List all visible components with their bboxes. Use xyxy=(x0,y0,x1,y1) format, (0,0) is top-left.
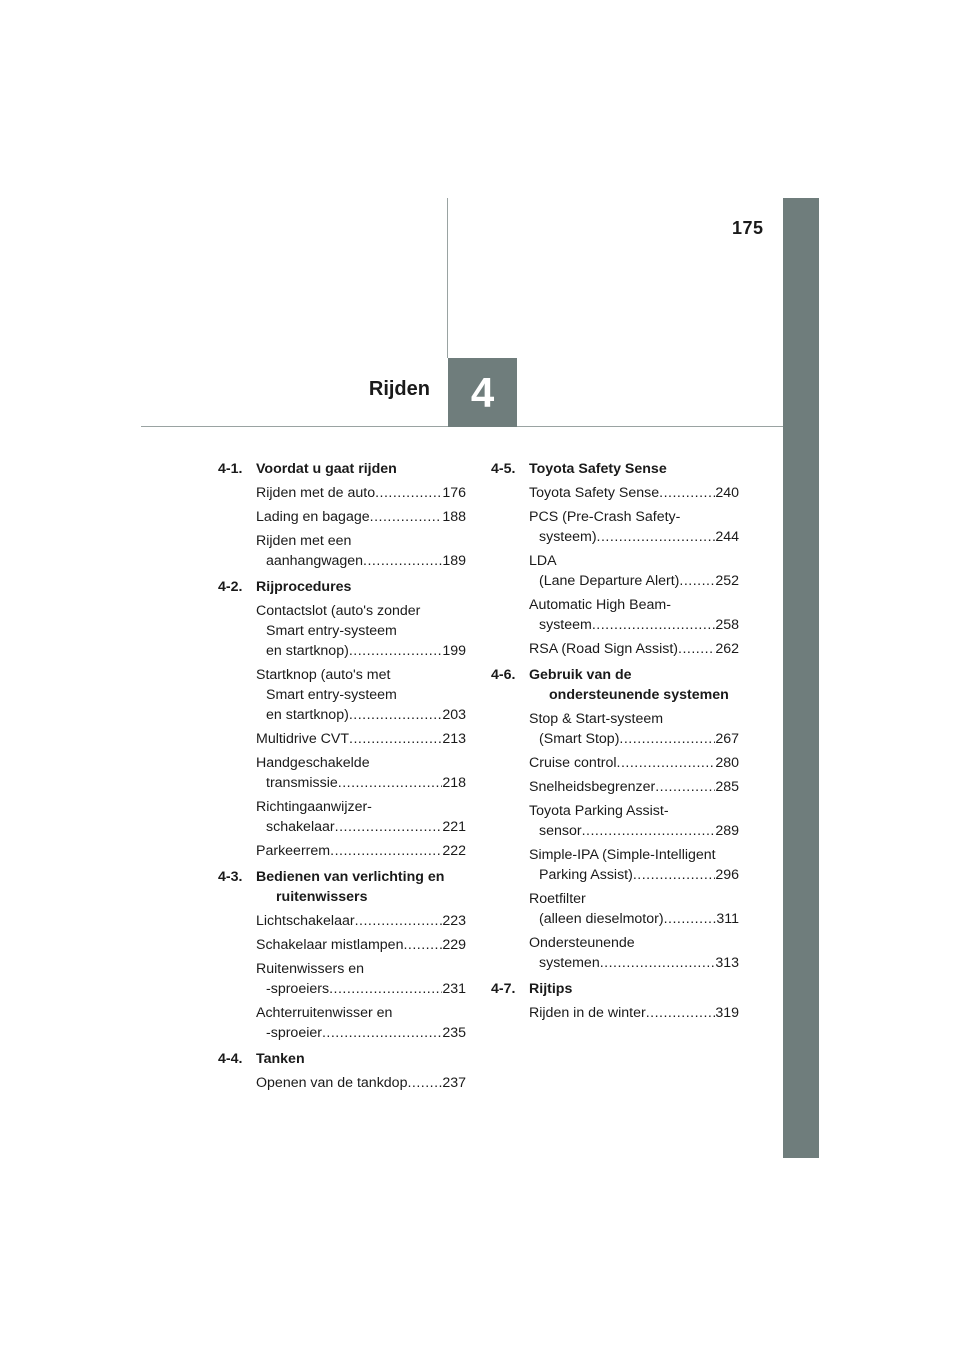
toc-entry[interactable] xyxy=(529,845,739,885)
entry-text-line: LDA xyxy=(529,553,557,569)
toc-entry[interactable] xyxy=(529,933,739,973)
toc-entry[interactable] xyxy=(529,639,739,659)
dot-leader xyxy=(403,935,442,955)
dot-leader xyxy=(664,909,717,929)
section-title xyxy=(256,1049,466,1069)
entry-page-number: 222 xyxy=(442,843,466,859)
entry-text-line: Smart entry-systeem xyxy=(266,623,397,639)
dot-leader xyxy=(363,551,442,571)
entry-last-line xyxy=(529,1003,739,1023)
toc-entry[interactable] xyxy=(256,531,466,571)
entry-text-line: -sproeier xyxy=(266,1025,322,1041)
section-title xyxy=(256,459,466,479)
entry-page-number: 285 xyxy=(715,779,739,795)
entry-page-number: 188 xyxy=(442,509,466,525)
dot-leader xyxy=(600,953,716,973)
entry-last-line xyxy=(529,483,739,503)
entry-text-line: Toyota Parking Assist- xyxy=(529,803,669,819)
entry-page-number: 237 xyxy=(442,1075,466,1091)
toc-entry[interactable] xyxy=(529,507,739,547)
section-number: 4-7. xyxy=(491,981,516,997)
toc-entry[interactable] xyxy=(256,959,466,999)
dot-leader xyxy=(335,817,443,837)
toc-entry[interactable] xyxy=(256,911,466,931)
entry-page-number: 221 xyxy=(442,819,466,835)
toc-entry[interactable] xyxy=(256,1073,466,1093)
entry-text-line: Rijden in de winter xyxy=(529,1005,646,1021)
section-number: 4-1. xyxy=(218,461,243,477)
section-number: 4-2. xyxy=(218,579,243,595)
entry-last-line xyxy=(256,773,466,793)
section-number: 4-5. xyxy=(491,461,516,477)
entry-text-line: transmissie xyxy=(266,775,338,791)
entry-page-number: 213 xyxy=(442,731,466,747)
toc-column-left xyxy=(218,459,466,1099)
entry-last-line xyxy=(256,551,466,571)
section-title-line: ondersteunende systemen xyxy=(549,687,729,703)
entry-text-line: Parkeerrem xyxy=(256,843,331,859)
entry-text-line: Smart entry-systeem xyxy=(266,687,397,703)
entry-text-line: RSA (Road Sign Assist) xyxy=(529,641,679,657)
dot-leader xyxy=(633,865,716,885)
toc-section xyxy=(218,459,466,571)
toc-section xyxy=(491,665,739,973)
entry-last-line xyxy=(529,639,739,659)
entry-text-line: Parking Assist) xyxy=(539,867,633,883)
entry-page-number: 218 xyxy=(442,775,466,791)
dot-leader xyxy=(349,729,442,749)
dot-leader xyxy=(678,639,715,659)
dot-leader xyxy=(592,615,716,635)
toc-entry[interactable] xyxy=(529,709,739,749)
entry-last-line xyxy=(256,507,466,527)
entry-page-number: 311 xyxy=(716,911,739,927)
entry-last-line xyxy=(256,817,466,837)
toc-column-right xyxy=(491,459,739,1029)
entry-text-line: Multidrive CVT xyxy=(256,731,350,747)
section-title-line: Bedienen van verlichting en xyxy=(256,869,445,885)
section-heading xyxy=(491,979,739,999)
entry-last-line xyxy=(256,911,466,931)
entry-text-line: systemen xyxy=(539,955,600,971)
section-title-line: Tanken xyxy=(256,1051,305,1067)
entry-text-line: Simple-IPA (Simple-Intelligent xyxy=(529,847,716,863)
entry-text-line: systeem xyxy=(539,617,592,633)
dot-leader xyxy=(329,979,442,999)
entry-page-number: 258 xyxy=(715,617,739,633)
entry-text-line: en startknop) xyxy=(266,643,349,659)
toc-entry[interactable] xyxy=(256,729,466,749)
entry-text-line: Achterruitenwisser en xyxy=(256,1005,393,1021)
entry-page-number: 244 xyxy=(715,529,739,545)
entry-last-line xyxy=(529,953,739,973)
entry-page-number: 176 xyxy=(442,485,466,501)
toc-entry[interactable] xyxy=(256,483,466,503)
section-number: 4-4. xyxy=(218,1051,243,1067)
section-title-line: Voordat u gaat rijden xyxy=(256,461,397,477)
dot-leader xyxy=(322,1023,442,1043)
entry-text-line: Roetfilter xyxy=(529,891,586,907)
chapter-title: Rijden xyxy=(368,378,430,400)
dot-leader xyxy=(407,1073,442,1093)
dot-leader xyxy=(349,705,443,725)
entry-page-number: 280 xyxy=(715,755,739,771)
dot-leader xyxy=(646,1003,716,1023)
toc-entry[interactable] xyxy=(256,935,466,955)
entry-text-line: Openen van de tankdop xyxy=(256,1075,408,1091)
dot-leader xyxy=(370,507,443,527)
header-vertical-rule xyxy=(447,198,448,358)
dot-leader xyxy=(349,641,443,661)
dot-leader xyxy=(330,841,442,861)
entry-text-line: PCS (Pre-Crash Safety- xyxy=(529,509,681,525)
section-title xyxy=(529,665,739,705)
entry-last-line xyxy=(529,909,739,929)
entry-text-line: Startknop (auto's met xyxy=(256,667,391,683)
toc-entry[interactable] xyxy=(529,1003,739,1023)
entry-last-line xyxy=(529,571,739,591)
entry-last-line xyxy=(256,729,466,749)
section-number: 4-6. xyxy=(491,667,516,683)
entry-page-number: 231 xyxy=(442,981,466,997)
entry-page-number: 252 xyxy=(715,573,739,589)
entry-page-number: 319 xyxy=(715,1005,739,1021)
section-title-line: Rijtips xyxy=(529,981,573,997)
chapter-number-box xyxy=(448,358,517,427)
entry-text-line: Lichtschakelaar xyxy=(256,913,355,929)
toc-entry[interactable] xyxy=(256,797,466,837)
entry-last-line xyxy=(256,705,466,725)
entry-last-line xyxy=(529,777,739,797)
dot-leader xyxy=(679,571,715,591)
section-heading xyxy=(491,665,739,705)
section-title-line: ruitenwissers xyxy=(276,889,368,905)
toc-entry[interactable] xyxy=(529,889,739,929)
entry-text-line: Handgeschakelde xyxy=(256,755,370,771)
entry-last-line xyxy=(529,527,739,547)
section-heading xyxy=(218,867,466,907)
section-title-line: Rijprocedures xyxy=(256,579,352,595)
chapter-tab-strip xyxy=(783,198,819,1158)
entry-text-line: Toyota Safety Sense xyxy=(529,485,660,501)
toc-entry[interactable] xyxy=(256,1003,466,1043)
toc-entry[interactable] xyxy=(529,595,739,635)
entry-text-line: Contactslot (auto's zonder xyxy=(256,603,421,619)
section-title-line: Gebruik van de xyxy=(529,667,632,683)
entry-last-line xyxy=(256,841,466,861)
entry-text-line: Schakelaar mistlampen xyxy=(256,937,404,953)
toc-section xyxy=(218,867,466,1043)
entry-text-line: Rijden met de auto xyxy=(256,485,376,501)
entry-page-number: 267 xyxy=(715,731,739,747)
toc-section xyxy=(491,459,739,659)
section-title xyxy=(529,979,739,999)
entry-text-line: systeem) xyxy=(539,529,597,545)
entry-page-number: 289 xyxy=(715,823,739,839)
entry-page-number: 203 xyxy=(442,707,466,723)
entry-text-line: Rijden met een xyxy=(256,533,352,549)
entry-text-line: aanhangwagen xyxy=(266,553,364,569)
toc-entry[interactable] xyxy=(529,483,739,503)
toc-entry[interactable] xyxy=(529,753,739,773)
section-heading xyxy=(218,577,466,597)
entry-page-number: 262 xyxy=(715,641,739,657)
entry-page-number: 313 xyxy=(715,955,739,971)
dot-leader xyxy=(375,483,442,503)
entry-page-number: 240 xyxy=(715,485,739,501)
toc-entry[interactable] xyxy=(256,841,466,861)
entry-last-line xyxy=(256,483,466,503)
section-title xyxy=(256,577,466,597)
toc-entry[interactable] xyxy=(529,777,739,797)
toc-entry[interactable] xyxy=(256,753,466,793)
toc-section xyxy=(218,1049,466,1093)
entry-page-number: 189 xyxy=(442,553,466,569)
section-title xyxy=(529,459,739,479)
entry-text-line: (alleen dieselmotor) xyxy=(539,911,664,927)
dot-leader xyxy=(355,911,443,931)
page-number: 175 xyxy=(732,218,764,238)
toc-entry[interactable] xyxy=(529,551,739,591)
toc-section xyxy=(218,577,466,861)
dot-leader xyxy=(619,729,715,749)
entry-text-line: Stop & Start-systeem xyxy=(529,711,664,727)
toc-entry[interactable] xyxy=(256,507,466,527)
section-heading xyxy=(491,459,739,479)
entry-page-number: 223 xyxy=(442,913,466,929)
entry-last-line xyxy=(529,821,739,841)
entry-last-line xyxy=(529,729,739,749)
entry-last-line xyxy=(529,615,739,635)
section-heading xyxy=(218,459,466,479)
entry-page-number: 296 xyxy=(715,867,739,883)
entry-text-line: (Smart Stop) xyxy=(539,731,620,747)
entry-last-line xyxy=(256,979,466,999)
entry-text-line: Lading en bagage xyxy=(256,509,370,525)
entry-last-line xyxy=(529,753,739,773)
entry-text-line: Snelheidsbegrenzer xyxy=(529,779,656,795)
section-title-line: Toyota Safety Sense xyxy=(529,461,667,477)
entry-text-line: -sproeiers xyxy=(266,981,330,997)
entry-last-line xyxy=(256,1023,466,1043)
entry-text-line: (Lane Departure Alert) xyxy=(539,573,680,589)
dot-leader xyxy=(582,821,716,841)
toc-section xyxy=(491,979,739,1023)
section-heading xyxy=(218,1049,466,1069)
entry-text-line: sensor xyxy=(539,823,582,839)
toc-entry[interactable] xyxy=(529,801,739,841)
entry-page-number: 199 xyxy=(442,643,466,659)
entry-text-line: en startknop) xyxy=(266,707,349,723)
toc-entry[interactable] xyxy=(256,601,466,661)
entry-text-line: Cruise control xyxy=(529,755,617,771)
dot-leader xyxy=(597,527,716,547)
dot-leader xyxy=(655,777,715,797)
dot-leader xyxy=(338,773,443,793)
dot-leader xyxy=(617,753,716,773)
entry-text-line: schakelaar xyxy=(266,819,335,835)
entry-last-line xyxy=(256,1073,466,1093)
entry-page-number: 229 xyxy=(442,937,466,953)
entry-text-line: Ondersteunende xyxy=(529,935,635,951)
section-number: 4-3. xyxy=(218,869,243,885)
entry-text-line: Automatic High Beam- xyxy=(529,597,671,613)
entry-last-line xyxy=(256,641,466,661)
entry-page-number: 235 xyxy=(442,1025,466,1041)
entry-last-line xyxy=(529,865,739,885)
section-title xyxy=(256,867,466,907)
toc-entry[interactable] xyxy=(256,665,466,725)
entry-text-line: Richtingaanwijzer- xyxy=(256,799,372,815)
entry-text-line: Ruitenwissers en xyxy=(256,961,365,977)
entry-last-line xyxy=(256,935,466,955)
dot-leader xyxy=(659,483,715,503)
chapter-number: 4 xyxy=(470,368,495,416)
